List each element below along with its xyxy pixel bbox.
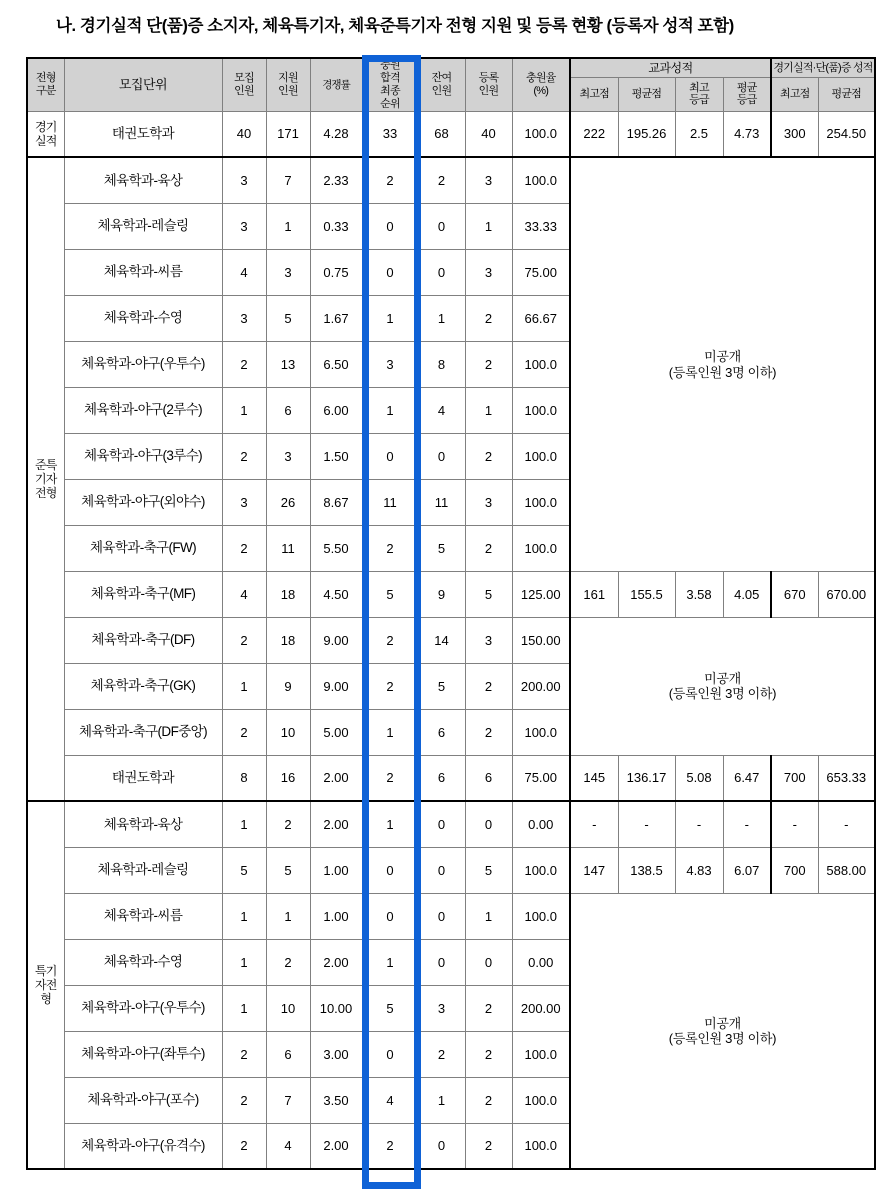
competition-ratio-cell: 9.00 (310, 663, 362, 709)
remaining-cell: 8 (418, 341, 465, 387)
recruit-unit-cell: 체육학과-수영 (64, 939, 222, 985)
header-final-waitlist-rank (362, 58, 418, 111)
competition-ratio-cell: 0.33 (310, 203, 362, 249)
enrolled-cell: 2 (465, 433, 512, 479)
final-waitlist-rank-cell: 11 (362, 479, 418, 525)
applicants-cell: 13 (266, 341, 310, 387)
header-remaining (418, 58, 465, 111)
remaining-cell: 0 (418, 893, 465, 939)
final-waitlist-rank-cell: 2 (362, 663, 418, 709)
quota-cell: 3 (222, 157, 266, 203)
enrolled-cell: 3 (465, 157, 512, 203)
applicants-cell: 10 (266, 709, 310, 755)
undisclosed-label: 미공개 (704, 671, 741, 687)
subject-avg-grade-cell: 6.47 (723, 755, 771, 801)
header-quota-line2: 인원 (234, 84, 254, 97)
remaining-cell: 0 (418, 433, 465, 479)
quota-cell: 2 (222, 433, 266, 479)
undisclosed-label: 미공개 (704, 349, 741, 365)
quota-cell: 3 (222, 203, 266, 249)
table-header (27, 58, 875, 111)
athletic-max-score-cell: - (771, 801, 818, 847)
applicants-cell: 6 (266, 1031, 310, 1077)
competition-ratio-cell: 2.00 (310, 755, 362, 801)
header-final-waitlist-rank-line2: 합격 (380, 71, 400, 84)
header-applicants-line2: 인원 (278, 84, 298, 97)
undisclosed-note: (등록인원 3명 이하) (668, 364, 777, 380)
remaining-cell: 1 (418, 295, 465, 341)
competition-ratio-cell: 4.50 (310, 571, 362, 617)
header-group-subject-scores: 교과성적 (570, 58, 771, 78)
fill-rate-cell: 66.67 (512, 295, 570, 341)
recruit-unit-cell: 체육학과-육상 (64, 157, 222, 203)
header-subject-max-grade-line2: 등급 (689, 94, 709, 107)
subject-avg-grade-cell: - (723, 801, 771, 847)
remaining-cell: 0 (418, 939, 465, 985)
quota-cell: 2 (222, 525, 266, 571)
fill-rate-cell: 200.00 (512, 663, 570, 709)
remaining-cell: 0 (418, 249, 465, 295)
competition-ratio-cell: 4.28 (310, 111, 362, 157)
competition-ratio-cell: 0.75 (310, 249, 362, 295)
header-subject-avg-grade-line2: 등급 (736, 94, 757, 107)
final-waitlist-rank-cell: 0 (362, 847, 418, 893)
recruit-unit-cell: 체육학과-야구(우투수) (64, 985, 222, 1031)
admission-type-label-line: 자전 (34, 978, 57, 993)
competition-ratio-cell: 6.50 (310, 341, 362, 387)
quota-cell: 1 (222, 985, 266, 1031)
header-fill-rate (512, 58, 570, 111)
final-waitlist-rank-cell: 2 (362, 157, 418, 203)
fill-rate-cell: 100.0 (512, 341, 570, 387)
recruit-unit-cell: 체육학과-축구(MF) (64, 571, 222, 617)
athletic-avg-score-cell: - (818, 801, 875, 847)
table-row (27, 111, 875, 157)
header-remaining-line2: 인원 (431, 84, 452, 97)
enrolled-cell: 2 (465, 663, 512, 709)
competition-ratio-cell: 1.67 (310, 295, 362, 341)
header-final-waitlist-rank-line4: 순위 (380, 97, 400, 110)
applicants-cell: 171 (266, 111, 310, 157)
enrolled-cell: 6 (465, 755, 512, 801)
enrolled-cell: 0 (465, 801, 512, 847)
remaining-cell: 2 (418, 1031, 465, 1077)
final-waitlist-rank-cell: 2 (362, 755, 418, 801)
fill-rate-cell: 0.00 (512, 801, 570, 847)
header-final-waitlist-rank-line3: 최종 (380, 84, 400, 97)
final-waitlist-rank-cell: 0 (362, 249, 418, 295)
remaining-cell: 1 (418, 1077, 465, 1123)
subject-max-grade-cell: 3.58 (675, 571, 723, 617)
undisclosed-scores-cell (570, 617, 875, 755)
remaining-cell: 68 (418, 111, 465, 157)
fill-rate-cell: 100.0 (512, 525, 570, 571)
applicants-cell: 18 (266, 571, 310, 617)
subject-avg-score-cell: - (618, 801, 675, 847)
final-waitlist-rank-cell: 0 (362, 1031, 418, 1077)
recruit-unit-cell: 체육학과-야구(유격수) (64, 1123, 222, 1169)
final-waitlist-rank-cell: 33 (362, 111, 418, 157)
admission-type-label-line: 특기 (34, 964, 57, 979)
subject-max-grade-cell: - (675, 801, 723, 847)
subject-max-score-cell: 222 (570, 111, 618, 157)
table-row (27, 893, 875, 939)
athletic-max-score-cell: 670 (771, 571, 818, 617)
applicants-cell: 7 (266, 1077, 310, 1123)
enrolled-cell: 2 (465, 1077, 512, 1123)
enrolled-cell: 5 (465, 571, 512, 617)
recruit-unit-cell: 체육학과-레슬링 (64, 847, 222, 893)
quota-cell: 4 (222, 249, 266, 295)
header-athletic-max-score: 최고점 (771, 78, 818, 112)
enrolled-cell: 3 (465, 617, 512, 663)
competition-ratio-cell: 9.00 (310, 617, 362, 663)
enrolled-cell: 5 (465, 847, 512, 893)
header-subject-avg-grade-line1: 평균 (736, 81, 757, 94)
recruit-unit-cell: 체육학과-축구(FW) (64, 525, 222, 571)
header-fill-rate-line2: (%) (533, 84, 549, 97)
undisclosed-label: 미공개 (704, 1015, 741, 1031)
header-quota (222, 58, 266, 111)
remaining-cell: 2 (418, 157, 465, 203)
table-row (27, 801, 875, 847)
quota-cell: 1 (222, 387, 266, 433)
recruit-unit-cell: 체육학과-야구(좌투수) (64, 1031, 222, 1077)
header-subject-max-score: 최고점 (570, 78, 618, 112)
competition-ratio-cell: 1.50 (310, 433, 362, 479)
competition-ratio-cell: 10.00 (310, 985, 362, 1031)
competition-ratio-cell: 2.00 (310, 939, 362, 985)
admission-type-label-line: 경기 (34, 119, 57, 134)
recruit-unit-cell: 체육학과-육상 (64, 801, 222, 847)
enrolled-cell: 2 (465, 341, 512, 387)
enrolled-cell: 2 (465, 1031, 512, 1077)
header-admission-type (27, 58, 64, 111)
final-waitlist-rank-cell: 1 (362, 387, 418, 433)
admission-type-label (27, 111, 64, 157)
subject-max-score-cell: - (570, 801, 618, 847)
fill-rate-cell: 100.0 (512, 1123, 570, 1169)
recruit-unit-cell: 체육학과-씨름 (64, 893, 222, 939)
undisclosed-scores-cell (570, 157, 875, 571)
header-applicants (266, 58, 310, 111)
header-enrolled (465, 58, 512, 111)
admission-type-label-line: 형 (40, 992, 52, 1007)
recruit-unit-cell: 체육학과-축구(DF) (64, 617, 222, 663)
applicants-cell: 9 (266, 663, 310, 709)
header-group-athletic-scores: 경기실적·단(품)증 성적 (771, 58, 875, 78)
final-waitlist-rank-cell: 1 (362, 801, 418, 847)
admission-type-label-line: 준특 (34, 458, 57, 473)
header-applicants-line1: 지원 (278, 71, 298, 84)
header-enrolled-line2: 인원 (478, 84, 499, 97)
admission-type-label (27, 157, 64, 801)
header-subject-avg-grade (723, 78, 771, 112)
subject-avg-grade-cell: 4.05 (723, 571, 771, 617)
final-waitlist-rank-cell: 1 (362, 295, 418, 341)
subject-avg-score-cell: 195.26 (618, 111, 675, 157)
fill-rate-cell: 100.0 (512, 1077, 570, 1123)
admissions-statistics-table (26, 57, 876, 1170)
subject-max-grade-cell: 4.83 (675, 847, 723, 893)
final-waitlist-rank-cell: 0 (362, 433, 418, 479)
table-row (27, 617, 875, 663)
header-recruit-unit: 모집단위 (64, 58, 222, 111)
quota-cell: 40 (222, 111, 266, 157)
competition-ratio-cell: 6.00 (310, 387, 362, 433)
applicants-cell: 11 (266, 525, 310, 571)
athletic-avg-score-cell: 588.00 (818, 847, 875, 893)
fill-rate-cell: 100.0 (512, 387, 570, 433)
remaining-cell: 9 (418, 571, 465, 617)
remaining-cell: 0 (418, 801, 465, 847)
remaining-cell: 11 (418, 479, 465, 525)
competition-ratio-cell: 1.00 (310, 893, 362, 939)
enrolled-cell: 1 (465, 203, 512, 249)
quota-cell: 1 (222, 663, 266, 709)
remaining-cell: 0 (418, 1123, 465, 1169)
fill-rate-cell: 100.0 (512, 709, 570, 755)
subject-max-grade-cell: 5.08 (675, 755, 723, 801)
fill-rate-cell: 100.0 (512, 433, 570, 479)
recruit-unit-cell: 체육학과-수영 (64, 295, 222, 341)
applicants-cell: 2 (266, 801, 310, 847)
remaining-cell: 14 (418, 617, 465, 663)
applicants-cell: 26 (266, 479, 310, 525)
competition-ratio-cell: 2.33 (310, 157, 362, 203)
header-quota-line1: 모집 (234, 71, 254, 84)
header-final-waitlist-rank-line1: 충원 (380, 59, 400, 71)
competition-ratio-cell: 2.00 (310, 1123, 362, 1169)
final-waitlist-rank-cell: 1 (362, 709, 418, 755)
enrolled-cell: 1 (465, 893, 512, 939)
applicants-cell: 2 (266, 939, 310, 985)
admission-type-label-line: 전형 (34, 486, 57, 501)
quota-cell: 1 (222, 801, 266, 847)
final-waitlist-rank-cell: 2 (362, 1123, 418, 1169)
subject-max-score-cell: 145 (570, 755, 618, 801)
competition-ratio-cell: 3.00 (310, 1031, 362, 1077)
recruit-unit-cell: 체육학과-축구(GK) (64, 663, 222, 709)
statistics-table-container (26, 57, 873, 1170)
recruit-unit-cell: 체육학과-야구(포수) (64, 1077, 222, 1123)
fill-rate-cell: 33.33 (512, 203, 570, 249)
remaining-cell: 4 (418, 387, 465, 433)
header-fill-rate-line1: 충원율 (526, 71, 556, 84)
athletic-avg-score-cell: 670.00 (818, 571, 875, 617)
final-waitlist-rank-cell: 5 (362, 571, 418, 617)
recruit-unit-cell: 체육학과-야구(외야수) (64, 479, 222, 525)
subject-max-score-cell: 161 (570, 571, 618, 617)
quota-cell: 5 (222, 847, 266, 893)
fill-rate-cell: 100.0 (512, 847, 570, 893)
recruit-unit-cell: 체육학과-야구(2루수) (64, 387, 222, 433)
remaining-cell: 0 (418, 203, 465, 249)
competition-ratio-cell: 8.67 (310, 479, 362, 525)
enrolled-cell: 0 (465, 939, 512, 985)
quota-cell: 2 (222, 1077, 266, 1123)
applicants-cell: 3 (266, 433, 310, 479)
final-waitlist-rank-cell: 2 (362, 617, 418, 663)
table-row (27, 157, 875, 203)
remaining-cell: 0 (418, 847, 465, 893)
header-enrolled-line1: 등록 (478, 71, 499, 84)
enrolled-cell: 2 (465, 709, 512, 755)
applicants-cell: 1 (266, 203, 310, 249)
fill-rate-cell: 100.0 (512, 893, 570, 939)
final-waitlist-rank-cell: 4 (362, 1077, 418, 1123)
applicants-cell: 18 (266, 617, 310, 663)
remaining-cell: 3 (418, 985, 465, 1031)
quota-cell: 1 (222, 893, 266, 939)
athletic-max-score-cell: 700 (771, 847, 818, 893)
table-row (27, 755, 875, 801)
page-title: 나. 경기실적 단(품)증 소지자, 체육특기자, 체육준특기자 전형 지원 및 등록 현황 (등록자 성적 포함) (56, 17, 734, 35)
subject-max-score-cell: 147 (570, 847, 618, 893)
header-athletic-avg-score: 평균점 (818, 78, 875, 112)
final-waitlist-rank-cell: 5 (362, 985, 418, 1031)
quota-cell: 1 (222, 939, 266, 985)
athletic-avg-score-cell: 254.50 (818, 111, 875, 157)
final-waitlist-rank-cell: 0 (362, 893, 418, 939)
fill-rate-cell: 0.00 (512, 939, 570, 985)
header-subject-max-grade (675, 78, 723, 112)
recruit-unit-cell: 체육학과-레슬링 (64, 203, 222, 249)
remaining-cell: 6 (418, 755, 465, 801)
fill-rate-cell: 100.0 (512, 157, 570, 203)
undisclosed-scores-cell (570, 893, 875, 1169)
undisclosed-note: (등록인원 3명 이하) (668, 686, 777, 702)
header-competition-ratio: 경쟁률 (310, 58, 362, 111)
applicants-cell: 10 (266, 985, 310, 1031)
applicants-cell: 3 (266, 249, 310, 295)
enrolled-cell: 3 (465, 479, 512, 525)
remaining-cell: 6 (418, 709, 465, 755)
subject-avg-grade-cell: 4.73 (723, 111, 771, 157)
athletic-avg-score-cell: 653.33 (818, 755, 875, 801)
quota-cell: 4 (222, 571, 266, 617)
applicants-cell: 5 (266, 847, 310, 893)
competition-ratio-cell: 5.00 (310, 709, 362, 755)
subject-avg-score-cell: 155.5 (618, 571, 675, 617)
fill-rate-cell: 75.00 (512, 755, 570, 801)
final-waitlist-rank-cell: 2 (362, 525, 418, 571)
enrolled-cell: 3 (465, 249, 512, 295)
quota-cell: 2 (222, 341, 266, 387)
quota-cell: 2 (222, 709, 266, 755)
enrolled-cell: 1 (465, 387, 512, 433)
subject-avg-score-cell: 138.5 (618, 847, 675, 893)
table-row (27, 571, 875, 617)
table-body (27, 111, 875, 1169)
enrolled-cell: 2 (465, 295, 512, 341)
enrolled-cell: 2 (465, 1123, 512, 1169)
header-subject-avg-score: 평균점 (618, 78, 675, 112)
fill-rate-cell: 200.00 (512, 985, 570, 1031)
subject-avg-grade-cell: 6.07 (723, 847, 771, 893)
remaining-cell: 5 (418, 663, 465, 709)
quota-cell: 2 (222, 617, 266, 663)
header-remaining-line1: 잔여 (431, 71, 452, 84)
header-subject-max-grade-line1: 최고 (689, 81, 709, 94)
final-waitlist-rank-cell: 3 (362, 341, 418, 387)
recruit-unit-cell: 체육학과-축구(DF중앙) (64, 709, 222, 755)
competition-ratio-cell: 1.00 (310, 847, 362, 893)
admission-type-label-line: 실적 (34, 134, 57, 149)
fill-rate-cell: 100.0 (512, 479, 570, 525)
recruit-unit-cell: 태권도학과 (64, 755, 222, 801)
header-admission-type-line2: 구분 (35, 84, 56, 97)
competition-ratio-cell: 2.00 (310, 801, 362, 847)
table-row (27, 847, 875, 893)
subject-max-grade-cell: 2.5 (675, 111, 723, 157)
header-admission-type-line1: 전형 (35, 71, 56, 84)
athletic-max-score-cell: 300 (771, 111, 818, 157)
remaining-cell: 5 (418, 525, 465, 571)
competition-ratio-cell: 3.50 (310, 1077, 362, 1123)
admission-type-label-line: 기자 (34, 472, 57, 487)
fill-rate-cell: 100.0 (512, 111, 570, 157)
fill-rate-cell: 125.00 (512, 571, 570, 617)
recruit-unit-cell: 체육학과-야구(3루수) (64, 433, 222, 479)
quota-cell: 2 (222, 1031, 266, 1077)
applicants-cell: 5 (266, 295, 310, 341)
admission-type-label (27, 801, 64, 1169)
enrolled-cell: 40 (465, 111, 512, 157)
enrolled-cell: 2 (465, 985, 512, 1031)
recruit-unit-cell: 태권도학과 (64, 111, 222, 157)
applicants-cell: 1 (266, 893, 310, 939)
header-row-top (27, 58, 875, 78)
applicants-cell: 7 (266, 157, 310, 203)
quota-cell: 2 (222, 1123, 266, 1169)
athletic-max-score-cell: 700 (771, 755, 818, 801)
recruit-unit-cell: 체육학과-야구(우투수) (64, 341, 222, 387)
quota-cell: 3 (222, 479, 266, 525)
applicants-cell: 16 (266, 755, 310, 801)
final-waitlist-rank-cell: 1 (362, 939, 418, 985)
subject-avg-score-cell: 136.17 (618, 755, 675, 801)
quota-cell: 8 (222, 755, 266, 801)
recruit-unit-cell: 체육학과-씨름 (64, 249, 222, 295)
applicants-cell: 4 (266, 1123, 310, 1169)
competition-ratio-cell: 5.50 (310, 525, 362, 571)
final-waitlist-rank-cell: 0 (362, 203, 418, 249)
quota-cell: 3 (222, 295, 266, 341)
fill-rate-cell: 75.00 (512, 249, 570, 295)
fill-rate-cell: 150.00 (512, 617, 570, 663)
enrolled-cell: 2 (465, 525, 512, 571)
applicants-cell: 6 (266, 387, 310, 433)
fill-rate-cell: 100.0 (512, 1031, 570, 1077)
undisclosed-note: (등록인원 3명 이하) (668, 1031, 777, 1047)
